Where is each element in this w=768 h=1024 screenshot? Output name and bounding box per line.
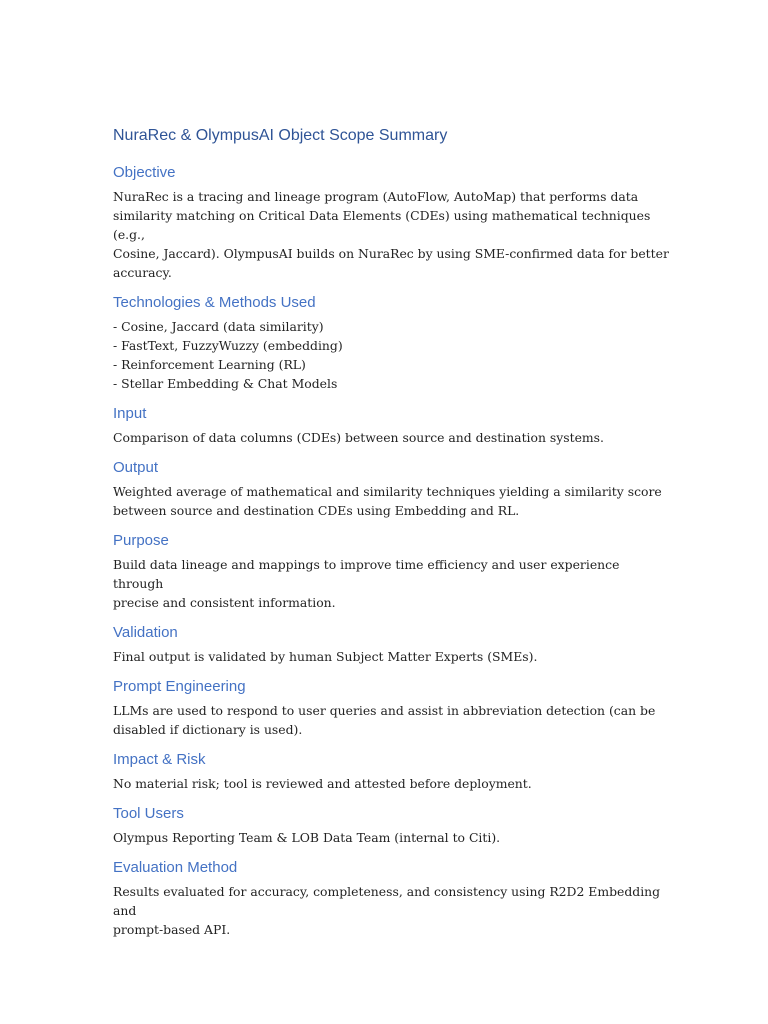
section-purpose [113, 530, 673, 612]
section-heading: Impact & Risk [113, 751, 206, 768]
body-line: between source and destination CDEs using Embedding and RL. [113, 503, 520, 518]
body-line: NuraRec is a tracing and lineage program (AutoFlow, AutoMap) that performs data [113, 189, 639, 204]
section-tool-users [113, 803, 673, 847]
body-line: prompt-based API. [113, 922, 231, 937]
section-input [113, 403, 673, 447]
document-title: NuraRec & OlympusAI Object Scope Summary [113, 127, 448, 144]
section-heading: Tool Users [113, 805, 184, 822]
section-heading: Output [113, 459, 159, 476]
body-line: Comparison of data columns (CDEs) between source and destination systems. [113, 430, 604, 445]
list-item: - Cosine, Jaccard (data similarity) [113, 319, 324, 334]
body-line: precise and consistent information. [113, 595, 336, 610]
body-line: No material risk; tool is reviewed and attested before deployment. [113, 776, 532, 791]
section-body [113, 555, 673, 612]
body-line: Final output is validated by human Subject Matter Experts (SMEs). [113, 649, 538, 664]
body-line: Build data lineage and mappings to improve time efficiency and user experience through [113, 557, 620, 591]
body-line: disabled if dictionary is used). [113, 722, 303, 737]
body-line: Results evaluated for accuracy, completeness, and consistency using R2D2 Embedding and [113, 884, 661, 918]
body-line: similarity matching on Critical Data Elements (CDEs) using mathematical techniques (e.g., [113, 208, 651, 242]
section-impact-risk [113, 749, 673, 793]
list-item: - Stellar Embedding & Chat Models [113, 376, 338, 391]
document-page [113, 124, 673, 949]
section-body [113, 428, 673, 447]
section-heading: Objective [113, 164, 176, 181]
body-line: accuracy. [113, 265, 172, 280]
list-item: - Reinforcement Learning (RL) [113, 357, 306, 372]
section-body [113, 187, 673, 282]
body-line: Olympus Reporting Team & LOB Data Team (internal to Citi). [113, 830, 501, 845]
section-heading: Prompt Engineering [113, 678, 246, 695]
list-item: - FastText, FuzzyWuzzy (embedding) [113, 338, 343, 353]
section-heading: Purpose [113, 532, 169, 549]
section-body [113, 774, 673, 793]
section-objective [113, 162, 673, 282]
section-body [113, 828, 673, 847]
body-line: LLMs are used to respond to user queries and assist in abbreviation detection (can be [113, 703, 656, 718]
body-line: Weighted average of mathematical and similarity techniques yielding a similarity score [113, 484, 662, 499]
section-body [113, 647, 673, 666]
section-body [113, 701, 673, 739]
section-body [113, 317, 673, 393]
section-body [113, 882, 673, 939]
section-heading: Validation [113, 624, 178, 641]
section-heading: Input [113, 405, 147, 422]
body-line: Cosine, Jaccard). OlympusAI builds on NuraRec by using SME-confirmed data for better [113, 246, 669, 261]
section-validation [113, 622, 673, 666]
section-output [113, 457, 673, 520]
section-technologies [113, 292, 673, 393]
section-body [113, 482, 673, 520]
section-heading: Technologies & Methods Used [113, 294, 316, 311]
section-heading: Evaluation Method [113, 859, 238, 876]
section-evaluation-method [113, 857, 673, 939]
section-prompt-engineering [113, 676, 673, 739]
